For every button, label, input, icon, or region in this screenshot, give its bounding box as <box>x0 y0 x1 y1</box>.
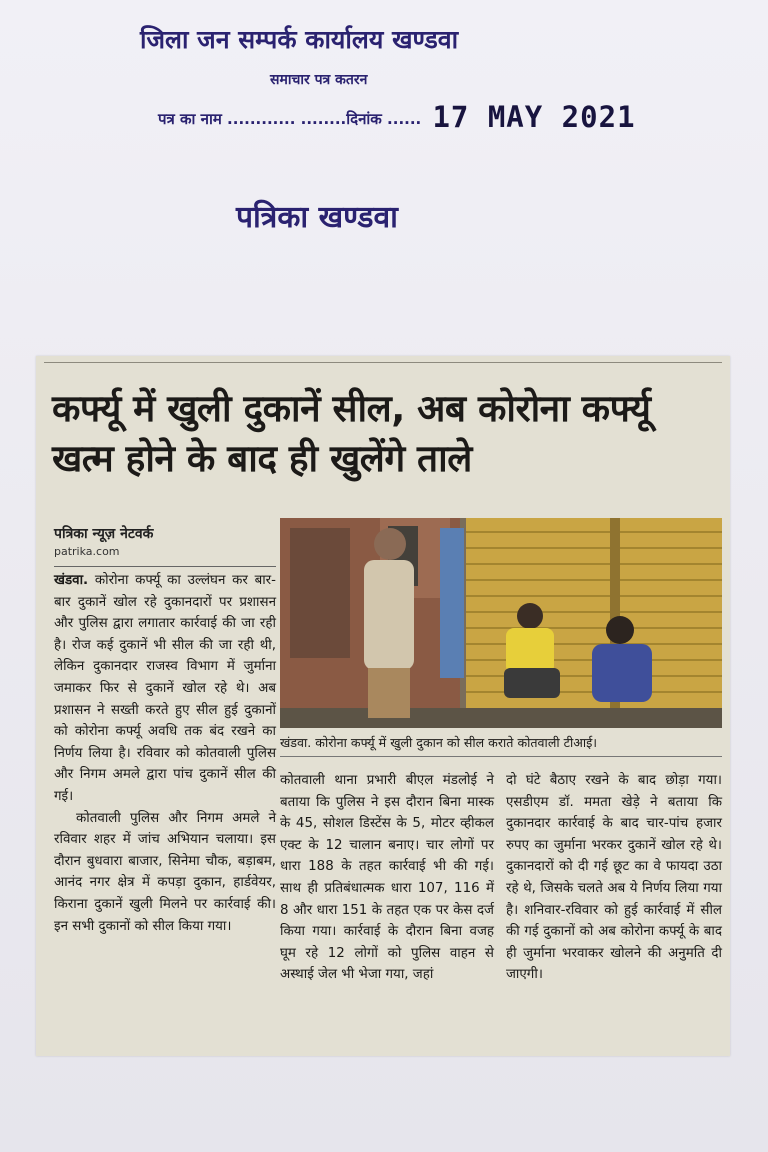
caption-rule <box>280 756 722 757</box>
article-column-3 <box>506 770 722 986</box>
paragraph-3: कोतवाली थाना प्रभारी बीएल मंडलोई ने बताया कि पुलिस ने इस दौरान बिना मास्क के 45, सोशल डिस्टेंस के 5, मोटर व्हीकल एक्ट के 12 चालान बनाए। चार लोगों पर धारा 188 के तहत कार्रवाई भी की गई। साथ ही प्रतिबंधात्मक धारा 107, 116 में 8 और धारा 151 के तहत एक पर केस दर्ज किया गया। कार्रवाई के दौरान बिना वजह घूम रहे 12 लोगों को पुलिस वाहन से अस्थाई जेल भी भेजा गया, जहां <box>280 773 494 983</box>
paragraph-4: दो घंटे बैठाए रखने के बाद छोड़ा गया। एसडीएम डॉ. ममता खेड़े ने बताया कि दुकानदार कार्रवाई के बाद चार-पांच हजार रुपए का जुर्माना भरकर दुकानें खोल रहे थे। दुकानदारों को दी गई छूट का वे फायदा उठा रहे थे, जिसके चलते अब ये निर्णय लिया गया है। शनिवार-रविवार को हुई कार्रवाई में सील की गई दुकानों को अब कोरोना कर्फ्यू के बाद ही जुर्माना भरवाकर खोलने की अनुमति दी जाएगी। <box>506 773 722 983</box>
paragraph-1-text: कोरोना कर्फ्यू का उल्लंघन कर बार-बार दुकानें खोल रहे दुकानदारों पर प्रशासन और पुलिस द्वारा लगातार कार्रवाई की जा रही है। रोज कई दुकानें भी सील की जा रही थी, लेकिन दुकानदार राजस्व विभाग में जुर्माना जमाकर फिर से दुकानें खोल रहे थे। अब प्रशासन ने सख्ती करते हुए सील हुई दुकानों को कोरोना कर्फ्यू अवधि तक बंद रखने का निर्णय लिया है। रविवार को कोतवाली पुलिस और निगम अमले द्वारा पांच दुकानें सील की गई। <box>54 573 276 804</box>
stamp-paper-label: पत्र का नाम ............ ........दिनांक ...... <box>158 110 422 128</box>
stamp-office-title: जिला जन सम्पर्क कार्यालय खण्डवा <box>140 25 459 54</box>
byline-network: पत्रिका न्यूज़ नेटवर्क <box>54 526 154 542</box>
top-rule <box>44 362 722 363</box>
paragraph-2: कोतवाली पुलिस और निगम अमले ने रविवार शहर में जांच अभियान चलाया। इस दौरान बुधवारा बाजार, सिनेमा चौक, बड़ाबम, आनंद नगर क्षेत्र में कपड़ा दुकान, हार्डवेयर, किराना दुकानें खुली मिलने पर कार्रवाई की। इन सभी दुकानों को सील किया गया। <box>54 810 276 934</box>
stamp-date-row <box>158 100 718 134</box>
article-column-2 <box>280 770 494 986</box>
stamp-date: 17 MAY 2021 <box>432 100 636 134</box>
article-photo <box>280 518 722 728</box>
dateline: खंडवा. <box>54 573 89 588</box>
article-column-1 <box>54 570 276 937</box>
byline-rule <box>54 566 276 567</box>
stamp-newspaper-name: पत्रिका खण्डवा <box>236 200 398 235</box>
paragraph-1 <box>54 570 276 808</box>
photo-illustration <box>280 518 722 728</box>
byline <box>54 524 274 558</box>
newspaper-clipping <box>36 356 730 1056</box>
photo-caption: खंडवा. कोरोना कर्फ्यू में खुली दुकान को सील कराते कोतवाली टीआई। <box>280 735 598 750</box>
byline-site: patrika.com <box>54 545 120 558</box>
stamp-subtitle: समाचार पत्र कतरन <box>270 72 368 88</box>
article-headline: कर्फ्यू में खुली दुकानें सील, अब कोरोना कर्फ्यू खत्म होने के बाद ही खुलेंगे ताले <box>52 387 651 480</box>
